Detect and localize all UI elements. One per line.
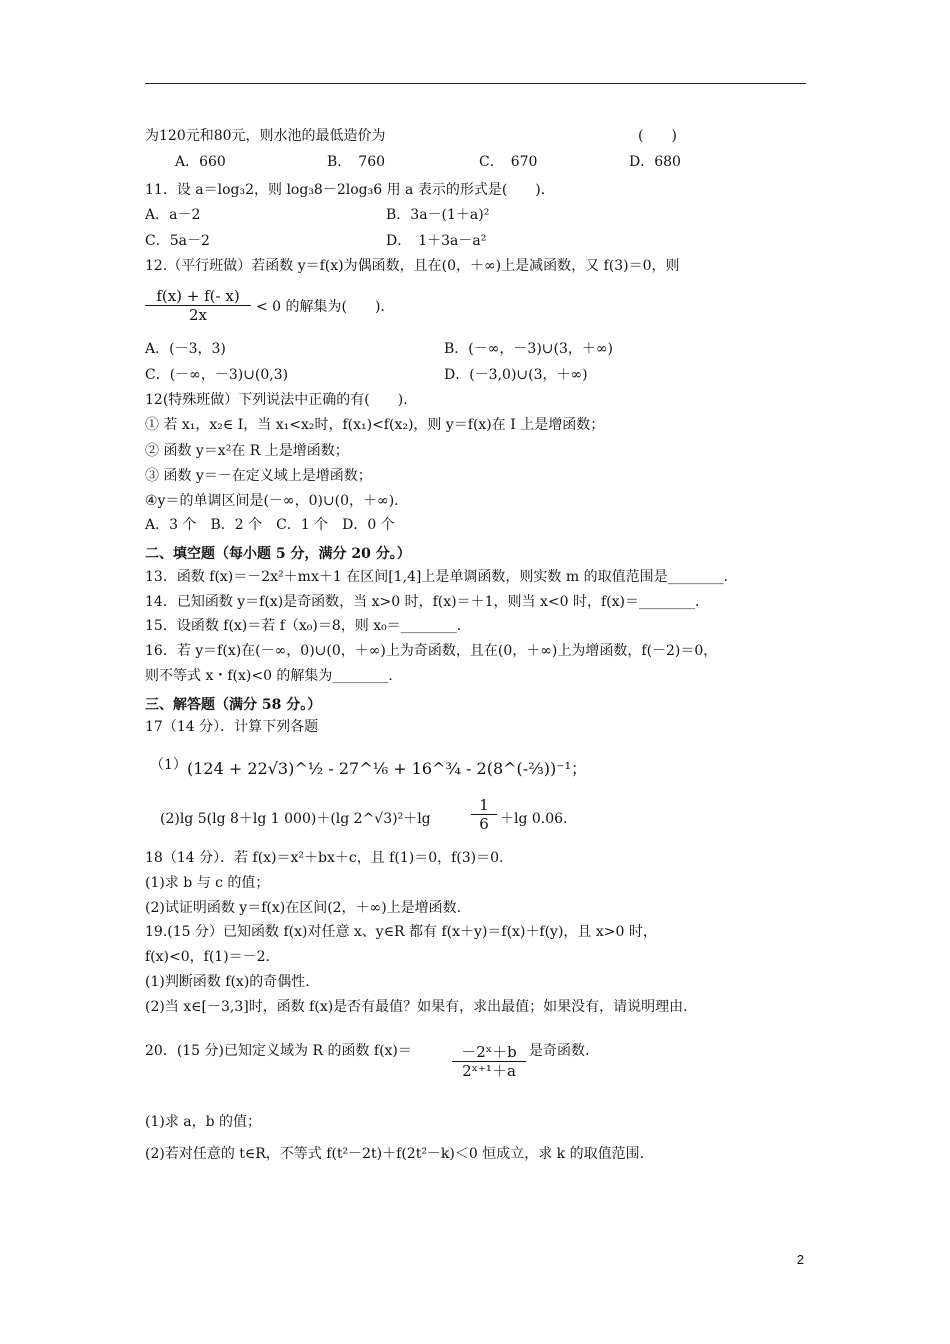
q12a-stem: 12.（平行班做）若函数 y＝f(x)为偶函数，且在(0，＋∞)上是减函数，又 f(3)＝0，则 [145, 258, 680, 274]
q12b-item-2: ② 函数 y＝x²在 R 上是增函数； [145, 443, 349, 459]
q18-title: 18（14 分）．若 f(x)＝x²＋bx＋c，且 f(1)＝0，f(3)＝0. [145, 850, 504, 866]
q10-answer-paren: ( ) [638, 128, 677, 144]
q20-fraction [452, 1043, 526, 1080]
q11-option-b: B．3a－(1＋a)² [386, 207, 490, 223]
q11-option-a: A．a－2 [145, 207, 201, 223]
q16-line-1: 16．若 y＝f(x)在(－∞，0)∪(0，＋∞)上为奇函数，且在(0，＋∞)上为增函数，f(－2)＝0， [145, 643, 718, 659]
q12a-option-a: A．(－3，3) [145, 341, 226, 357]
q14: 14．已知函数 y＝f(x)是奇函数，当 x>0 时，f(x)＝＋1，则当 x<0 时，f(x)＝________． [145, 594, 709, 610]
q10-option-c: C． 670 [479, 154, 538, 170]
q12a-option-d: D．(－3,0)∪(3，＋∞) [444, 367, 588, 383]
q13: 13．函数 f(x)＝－2x²＋mx＋1 在区间[1,4]上是单调函数，则实数 m 的取值范围是________． [145, 569, 738, 585]
q17-2-frac-num: 1 [471, 796, 497, 815]
q19-part-2: (2)当 x∈[－3,3]时，函数 f(x)是否有最值？如果有，求出最值；如果没有，请说明理由. [145, 999, 688, 1015]
q17-2-frac-den: 6 [479, 815, 489, 833]
q12a-frac-den: 2x [188, 306, 207, 324]
page-number: 2 [796, 1252, 804, 1267]
q17-1-expression: (124 + 22√3)^½ - 27^⅙ + 16^¾ - 2(8^(-⅔))⁻¹； [187, 759, 588, 778]
q11-option-c: C．5a－2 [145, 233, 210, 249]
q17-2-fraction [471, 796, 497, 833]
section3-title: 三、解答题（满分 58 分。） [145, 697, 322, 713]
q20-prefix: 20．(15 分)已知定义域为 R 的函数 f(x)＝ [145, 1043, 412, 1059]
q15: 15．设函数 f(x)＝若 f（x₀)＝8，则 x₀＝________． [145, 618, 471, 634]
q19-part-1: (1)判断函数 f(x)的奇偶性. [145, 974, 310, 990]
q17-1-label: （1） [150, 757, 187, 773]
q10-option-a: A．660 [175, 154, 226, 170]
q10-stem-tail: 为120元和80元，则水池的最低造价为 [145, 128, 386, 144]
q20-suffix: 是奇函数. [529, 1043, 590, 1059]
q12b-item-4: ④y＝的单调区间是(－∞，0)∪(0，＋∞)． [145, 493, 409, 509]
q12b-item-3: ③ 函数 y＝－在定义域上是增函数； [145, 468, 372, 484]
q11-option-d: D． 1＋3a－a² [386, 233, 487, 249]
q16-line-2: 则不等式 x・f(x)<0 的解集为________． [145, 668, 403, 684]
q20-frac-den: 2ˣ⁺¹＋a [462, 1062, 516, 1080]
q12a-frac-num: f(x) + f(- x) [145, 287, 251, 306]
q17-2-prefix: (2)lg 5(lg 8＋lg 1 000)＋(lg 2^√3)²＋lg [160, 811, 431, 827]
q11-stem: 11．设 a＝log₃2，则 log₃8－2log₃6 用 a 表示的形式是( )． [145, 182, 555, 198]
q12a-after-frac: < 0 的解集为( )． [256, 299, 395, 315]
section2-title: 二、填空题（每小题 5 分，满分 20 分。） [145, 546, 411, 562]
q12b-stem: 12(特殊班做）下列说法中正确的有( )． [145, 392, 418, 408]
q10-option-d: D．680 [629, 154, 681, 170]
q17-title: 17（14 分）．计算下列各题 [145, 719, 319, 735]
q10-option-b: B． 760 [327, 154, 386, 170]
q20-part-2: (2)若对任意的 t∈R，不等式 f(t²－2t)＋f(2t²－k)＜0 恒成立，求 k 的取值范围. [145, 1146, 645, 1162]
q12b-item-1: ① 若 x₁，x₂∈ I，当 x₁<x₂时，f(x₁)<f(x₂)，则 y＝f(x)在 I 上是增函数； [145, 417, 605, 433]
q18-part-1: (1)求 b 与 c 的值； [145, 875, 270, 891]
q19-line-1: 19.(15 分）已知函数 f(x)对任意 x、y∈R 都有 f(x＋y)＝f(x)＋f(y)，且 x>0 时， [145, 924, 657, 940]
q12a-fraction [145, 287, 251, 324]
q12b-options: A．3 个 B．2 个 C．1 个 D．0 个 [145, 517, 395, 533]
q19-line-2: f(x)<0，f(1)＝－2. [145, 949, 271, 965]
header-rule [145, 83, 806, 84]
q12a-option-c: C．(－∞，－3)∪(0,3) [145, 367, 289, 383]
q18-part-2: (2)试证明函数 y＝f(x)在区间(2，＋∞)上是增函数. [145, 900, 462, 916]
q17-2-suffix: ＋lg 0.06. [500, 811, 568, 827]
q20-part-1: (1)求 a，b 的值； [145, 1114, 262, 1130]
q20-frac-num: －2ˣ＋b [452, 1043, 526, 1062]
q12a-option-b: B．(－∞，－3)∪(3，＋∞) [444, 341, 614, 357]
